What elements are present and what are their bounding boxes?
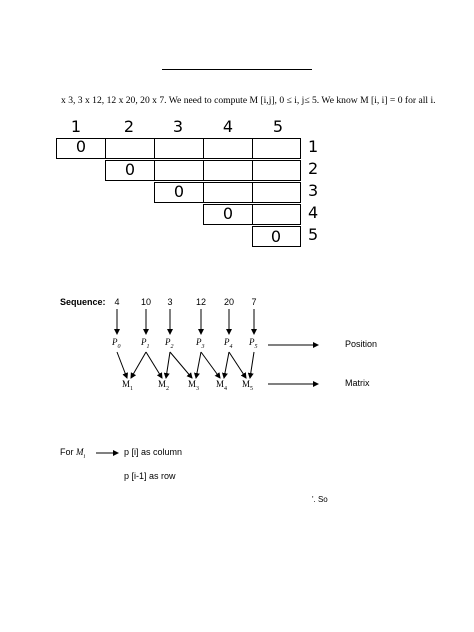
arrow-diag: [196, 352, 201, 378]
for-label: For $M_i$: [60, 447, 86, 460]
sequence-value: 3: [167, 297, 173, 307]
sequence-value: 7: [251, 297, 257, 307]
table-column-header: 4: [222, 117, 234, 136]
arrow-diag: [229, 352, 246, 378]
p-label: $P_0$: [112, 337, 121, 350]
m-label: $M_5$: [242, 379, 254, 392]
table-row-header: 3: [308, 181, 319, 200]
table-column-header: 5: [272, 117, 284, 136]
diagonal-value: 0: [270, 227, 282, 246]
arrow-diag: [170, 352, 192, 378]
table-column-header: 3: [172, 117, 184, 136]
p-label: $P_2$: [165, 337, 174, 350]
arrow-diag: [166, 352, 170, 378]
arrow-diag: [146, 352, 162, 378]
sequence-label: Sequence:: [60, 297, 106, 307]
table-row-header: 4: [308, 203, 319, 222]
position-label: Position: [345, 339, 378, 349]
diagonal-value: 0: [124, 160, 136, 179]
matrix-label: Matrix: [345, 378, 370, 388]
table-row-header: 2: [308, 159, 319, 178]
sequence-value: 4: [114, 297, 120, 307]
diagonal-value: 0: [173, 182, 185, 201]
p-label: $P_1$: [141, 337, 150, 350]
arrow-diag: [250, 352, 254, 378]
fragment-text: '. So: [312, 495, 328, 504]
m-label: $M_4$: [216, 379, 228, 392]
column-rule-text: p [i] as column: [124, 447, 183, 457]
arrow-diag: [224, 352, 229, 378]
p-label: $P_3$: [196, 337, 205, 350]
table-row-header: 5: [308, 225, 319, 244]
table-column-header: 2: [123, 117, 135, 136]
sequence-value: 20: [223, 297, 234, 307]
arrow-diag: [201, 352, 220, 378]
arrow-diag: [131, 352, 146, 378]
table-row-header: 1: [308, 137, 319, 156]
m-label: $M_1$: [122, 379, 134, 392]
diagonal-value: 0: [75, 137, 87, 156]
table-column-header: 1: [70, 117, 82, 136]
p-label: $P_4$: [224, 337, 233, 350]
m-label: $M_3$: [188, 379, 200, 392]
intro-text: x 3, 3 x 12, 12 x 20, 20 x 7. We need to compute M [i,j], 0 ≤ i, j≤ 5. We know M [i, i] = 0 for all i.: [61, 95, 436, 106]
diagonal-value: 0: [222, 204, 234, 223]
row-rule-text: p [i-1] as row: [124, 471, 176, 481]
sequence-value: 12: [195, 297, 206, 307]
arrow-diag: [117, 352, 127, 378]
m-label: $M_2$: [158, 379, 170, 392]
sequence-value: 10: [140, 297, 151, 307]
p-label: $P_5$: [249, 337, 258, 350]
